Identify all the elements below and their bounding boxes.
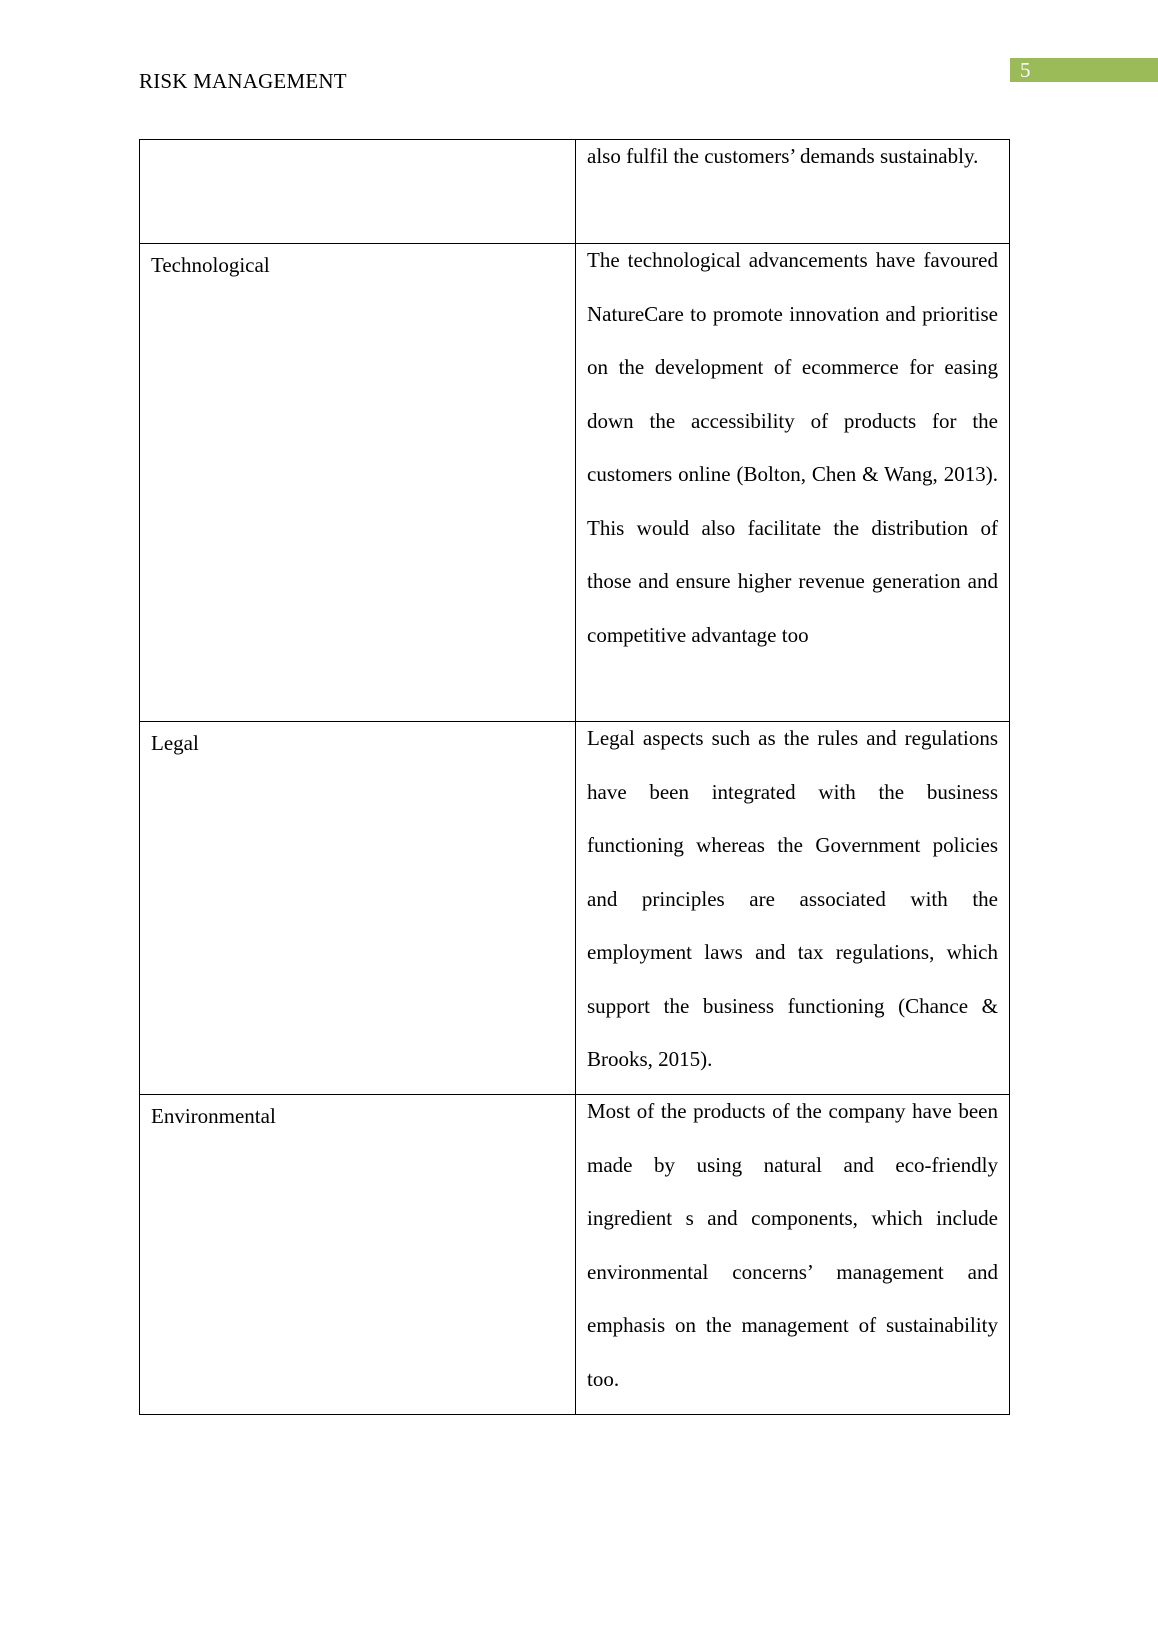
pestle-table	[139, 139, 1010, 1415]
description-text: The technological advancements have favoured NatureCare to promote innovation and prioritise on the development of ecommerce for easing down the accessibility of products for the customers online (Bolton, Chen & Wang, 2013). This would also facilitate the distribution of those and ensure higher revenue generation and competitive advantage too	[587, 248, 998, 647]
description-cell	[576, 1095, 1010, 1415]
description-cell	[576, 244, 1010, 722]
page-number-bar	[1010, 58, 1158, 82]
running-head: RISK MANAGEMENT	[139, 69, 347, 93]
description-cell	[576, 140, 1010, 244]
table-row	[140, 1095, 1010, 1415]
factor-cell	[140, 140, 576, 244]
table-row	[140, 244, 1010, 722]
factor-cell	[140, 244, 576, 722]
factor-cell	[140, 722, 576, 1095]
factor-label: Technological	[151, 253, 270, 277]
factor-label: Legal	[151, 731, 199, 755]
factor-cell	[140, 1095, 576, 1415]
description-cell	[576, 722, 1010, 1095]
description-text: Most of the products of the company have been made by using natural and eco-friendly ingredient s and components, which include environmental concerns’ management and emphasis on the management of sustainability too.	[587, 1099, 998, 1391]
table-row	[140, 722, 1010, 1095]
page-number: 5	[1020, 58, 1031, 82]
description-text: Legal aspects such as the rules and regulations have been integrated with the business functioning whereas the Government policies and principles are associated with the employment laws and tax regulations, which support the business functioning (Chance & Brooks, 2015).	[587, 726, 998, 1071]
factor-label: Environmental	[151, 1104, 276, 1128]
table-row	[140, 140, 1010, 244]
description-text: also fulfil the customers’ demands sustainably.	[587, 144, 979, 168]
